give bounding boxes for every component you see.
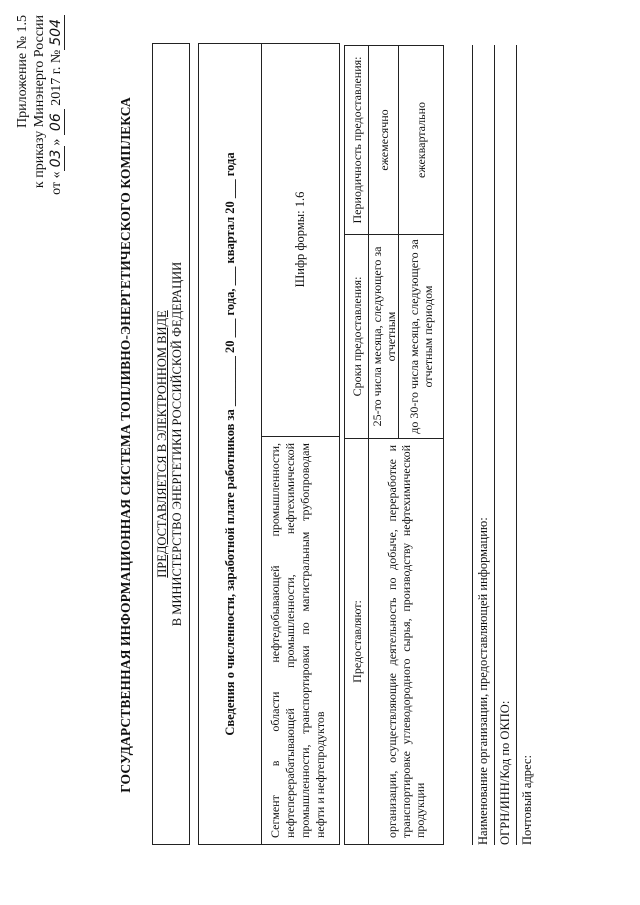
submission-line-2: В МИНИСТЕРСТВО ЭНЕРГЕТИКИ РОССИЙСКОЙ ФЕДЕРАЦИИ xyxy=(170,261,184,627)
table-cell-provider: организации, осуществляющие деятельность по добыче, переработке и транспортировке углеводородного сырья, производству нефтехимической продукции xyxy=(369,438,443,844)
org-name-line: Наименование организации, предоставляющей информацию: xyxy=(473,45,495,845)
date-prefix: от « xyxy=(49,171,64,195)
table-header-periodicity: Периодичность предоставления: xyxy=(345,46,369,234)
segment-description: Сегмент в области нефтедобывающей промышленности, нефтеперерабатывающей промышленности, нефтехимической промышленности, транспортировки по магистральным трубопроводам нефти и нефтепродуктов xyxy=(262,436,339,844)
ogrn-line: ОГРН/ИНН/Код по ОКПО: xyxy=(495,45,517,845)
date-year-suffix: г. № xyxy=(49,49,64,75)
table-cell-period-monthly: ежемесячно xyxy=(369,46,399,234)
handwritten-order-number: 504 xyxy=(48,15,65,50)
submission-line-1: ПРЕДОСТАВЛЯЕТСЯ В ЭЛЕКТРОННОМ ВИДЕ xyxy=(155,310,169,578)
submission-box xyxy=(152,43,190,845)
requirements-table xyxy=(344,45,444,845)
handwritten-day: 03 xyxy=(48,146,65,172)
handwritten-month: 06 xyxy=(48,109,65,135)
date-year: 2017 xyxy=(49,77,64,106)
annex-block xyxy=(14,15,65,205)
annex-line-2: к приказу Минэнерго России xyxy=(32,15,47,189)
form-period-text: Сведения о численности, заработной плате работников за ________ 20 ___ года, ___ квартал 20 ___ года xyxy=(222,152,237,736)
form-header-box xyxy=(198,43,340,845)
annex-line-1: Приложение № 1.5 xyxy=(15,15,30,128)
table-header-deadline: Сроки предоставления: xyxy=(345,234,369,438)
annex-date-line xyxy=(48,15,65,205)
table-cell-period-quarterly: ежеквартально xyxy=(414,102,428,178)
address-line: Почтовый адрес: xyxy=(520,755,534,845)
table-cell-deadline-monthly: 25-то числа месяца, следующего за отчетным xyxy=(369,234,399,438)
date-day-suffix: » xyxy=(49,138,64,146)
form-code: Шифр формы: 1.6 xyxy=(293,191,307,288)
page-title: ГОСУДАРСТВЕННАЯ ИНФОРМАЦИОННАЯ СИСТЕМА ТОПЛИВНО-ЭНЕРГЕТИЧЕСКОГО КОМПЛЕКСА xyxy=(118,97,133,793)
form-period-header xyxy=(199,44,262,844)
table-header-provider: Предоставляют: xyxy=(345,438,369,844)
contact-section xyxy=(472,45,534,845)
table-cell-deadline-quarterly: до 30-го числа месяца, следующего за отчетным периодом xyxy=(399,234,443,438)
